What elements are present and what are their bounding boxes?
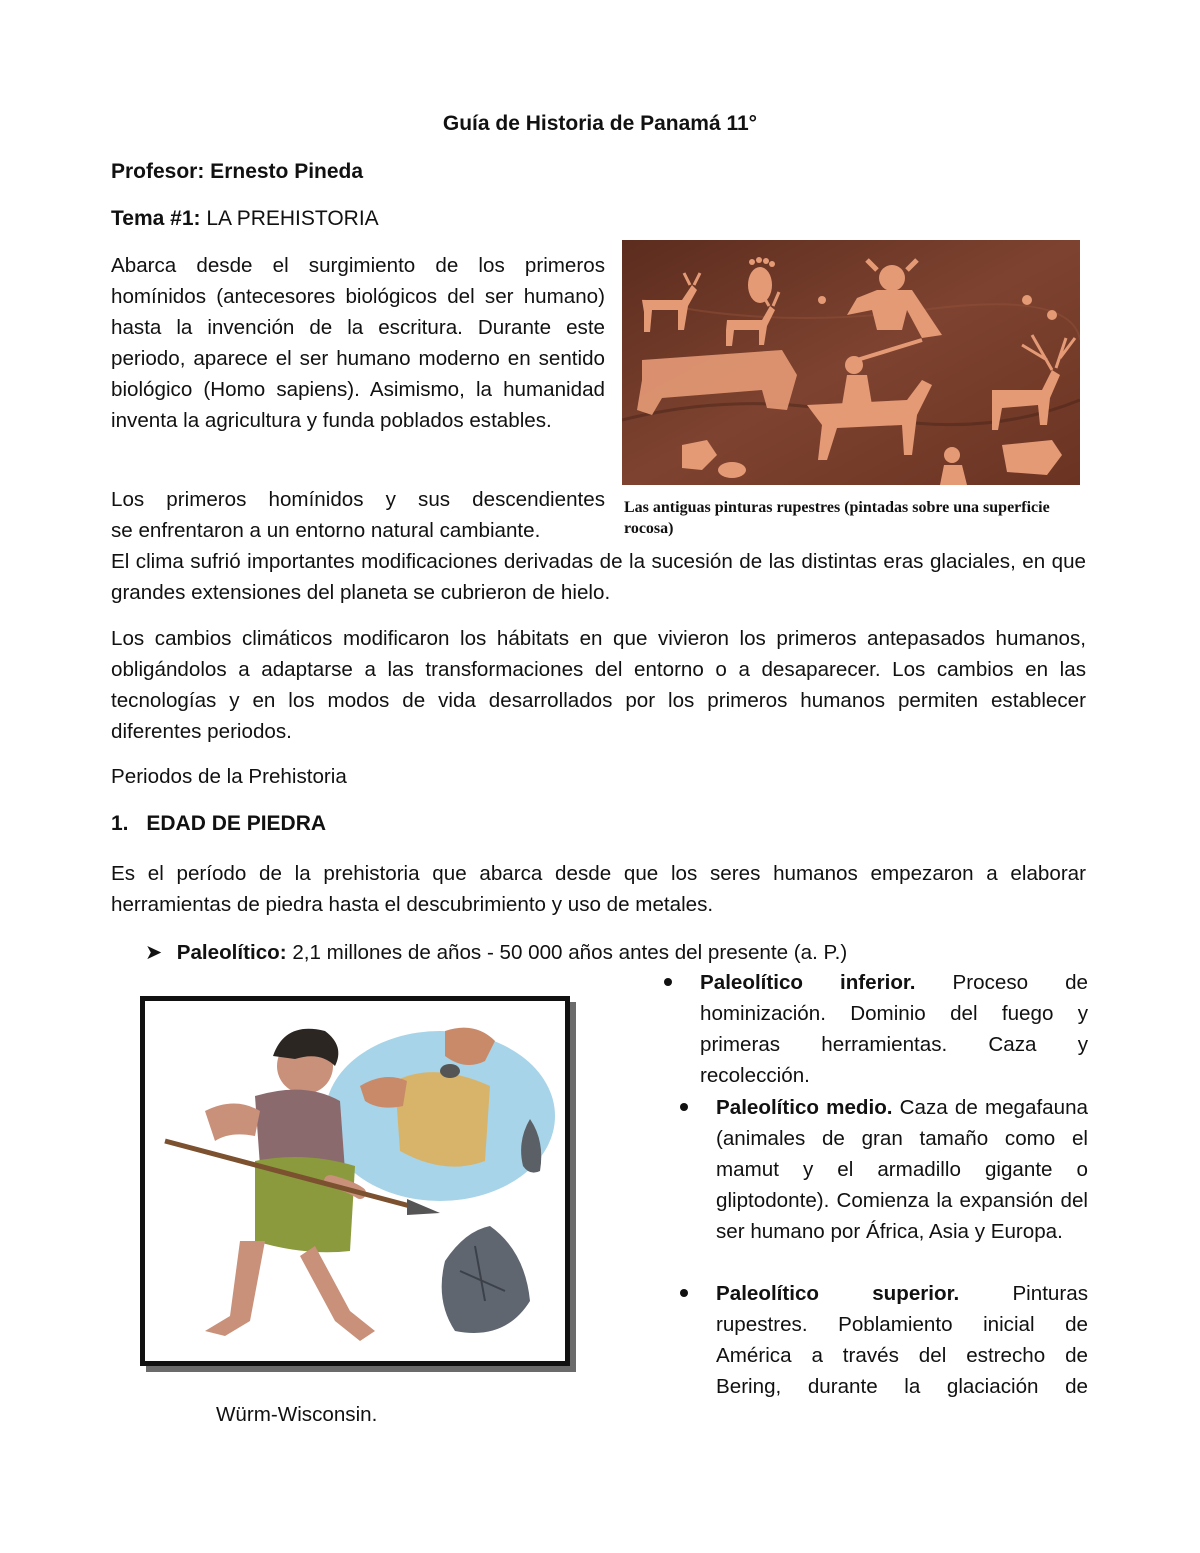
paleolithic-label: Paleolítico: — [176, 941, 287, 964]
paragraph-2-start — [111, 484, 605, 546]
topic-value: LA PREHISTORIA — [206, 207, 379, 230]
continuation-text: Würm-Wisconsin. — [216, 1403, 378, 1426]
paragraph-2-line-1: Los primeros homínidos y sus descendientes — [111, 488, 605, 511]
paragraph-2-line-2: se enfrentaron a un entorno natural cambiante. — [111, 519, 541, 542]
list-item — [664, 967, 1088, 1091]
bullet-icon — [680, 1103, 688, 1111]
section-title: EDAD DE PIEDRA — [146, 812, 327, 835]
page-title: Guía de Historia de Panamá 11° — [442, 112, 758, 135]
section-text: Es el período de la prehistoria que abarca desde que los seres humanos empezaron a elaborar herramientas de piedra hasta el descubrimiento y uso de metales. — [111, 862, 1086, 916]
teacher-label: Profesor: Ernesto Pineda — [111, 160, 364, 183]
intro-paragraph: Abarca desde el surgimiento de los primeros homínidos (antecesores biológicos del ser humano) hasta la invención de la escritura. Durante este periodo, aparece el ser humano moderno en sentido biológico (Homo sapiens). Asimismo, la humanidad inventa la agricultura y funda poblados estables. — [111, 254, 605, 432]
item-title: Paleolítico inferior. — [700, 971, 916, 994]
section-heading — [111, 812, 326, 836]
list-item — [680, 1092, 1088, 1247]
paleolithic-text: 2,1 millones de años - 50 000 años antes del presente (a. P.) — [292, 941, 848, 964]
bullet-icon — [680, 1289, 688, 1297]
item-title: Paleolítico medio. — [716, 1096, 893, 1119]
item-text: Pinturas rupestres. Poblamiento inicial de América a través del estrecho de Bering, durante la glaciación de — [716, 1282, 1088, 1398]
item-text: Proceso de hominización. Dominio del fuego y primeras herramientas. Caza y recolección. — [700, 971, 1088, 1087]
periods-heading: Periodos de la Prehistoria — [111, 765, 347, 788]
arrow-bullet-icon: ➤ — [145, 941, 163, 964]
item-text: Caza de megafauna (animales de gran tamaño como el mamut y el armadillo gigante o gliptodonte). Comienza la expansión del ser humano por África, Asia y Europa. — [716, 1096, 1088, 1243]
paragraph-3: Los cambios climáticos modificaron los hábitats en que vivieron los primeros antepasados humanos, obligándolos a adaptarse a las transformaciones del entorno o a desaparecer. Los cambios en las tecnologías y en los modos de vida desarrollados por los primeros humanos permiten establecer diferentes periodos. — [111, 627, 1086, 743]
topic-heading — [111, 207, 379, 231]
section-number: 1. — [111, 812, 129, 835]
bullet-icon — [664, 978, 672, 986]
cave-painting-image — [622, 240, 1080, 485]
topic-label: Tema #1: — [111, 207, 201, 230]
list-item — [680, 1278, 1088, 1402]
cave-painting-caption: Las antiguas pinturas rupestres (pintadas sobre una superficie rocosa) — [624, 499, 1050, 537]
paragraph-2-rest: El clima sufrió importantes modificaciones derivadas de la sucesión de las distintas eras glaciales, en que grandes extensiones del planeta se cubrieron de hielo. — [111, 550, 1086, 604]
item-title: Paleolítico superior. — [716, 1282, 960, 1305]
paleolithic-line — [145, 937, 847, 968]
caveman-illustration — [140, 996, 580, 1376]
